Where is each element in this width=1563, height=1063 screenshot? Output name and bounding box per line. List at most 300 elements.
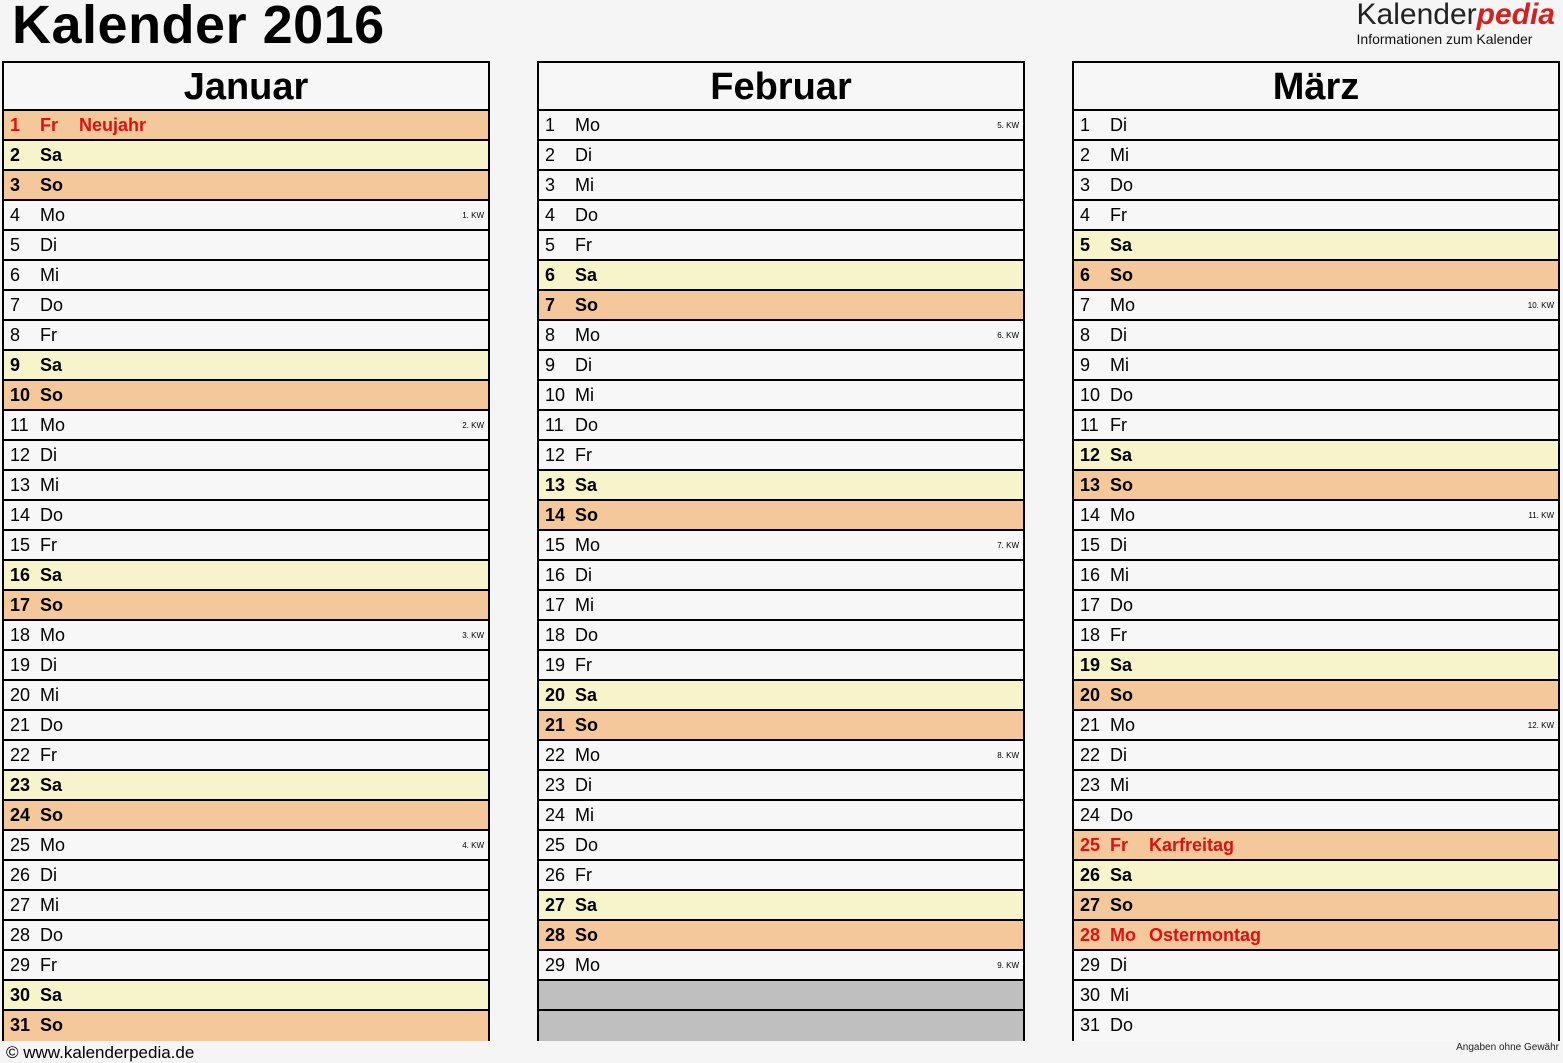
day-row[interactable] [4,291,488,321]
day-number: 19 [1080,655,1101,675]
day-number: 16 [1080,565,1101,585]
day-row[interactable] [539,141,1023,171]
day-row[interactable] [539,291,1023,321]
day-number: 21 [545,715,566,735]
brand-name [1357,0,1555,30]
day-row[interactable] [539,501,1023,531]
day-number: 12 [545,445,566,465]
day-row[interactable] [1074,441,1558,471]
day-row[interactable] [4,501,488,531]
day-number: 30 [1080,985,1101,1005]
weekday-label: Mi [1110,775,1129,795]
day-number: 17 [545,595,566,615]
day-row[interactable] [4,711,488,741]
month-title: Februar [539,63,1023,111]
day-row[interactable] [1074,651,1558,681]
day-number: 31 [10,1015,31,1035]
weekday-label: Di [575,355,592,375]
weekday-label: Sa [40,985,63,1005]
day-row[interactable] [4,531,488,561]
day-row[interactable] [1074,951,1558,981]
day-number: 19 [10,655,31,675]
day-row[interactable] [539,951,1023,981]
weekday-label: Di [1110,535,1127,555]
weekday-label: So [40,385,64,405]
weekday-label: Fr [575,235,592,255]
day-number: 12 [10,445,31,465]
day-row[interactable] [1074,981,1558,1011]
weekday-label: So [1110,685,1134,705]
weekday-label: Fr [1110,835,1128,855]
month-march [1072,61,1560,1041]
day-number: 23 [10,775,31,795]
weekday-label: Mo [40,625,66,645]
day-number: 18 [10,625,31,645]
day-row[interactable] [539,621,1023,651]
day-number: 25 [10,835,31,855]
day-number: 30 [10,985,31,1005]
day-row[interactable] [1074,171,1558,201]
week-number: 3. KW [462,631,484,640]
day-row[interactable] [539,831,1023,861]
day-row[interactable] [1074,681,1558,711]
day-row[interactable] [1074,771,1558,801]
weekday-label: Fr [575,445,592,465]
weekday-label: Sa [1110,865,1133,885]
day-row[interactable] [1074,291,1558,321]
day-row[interactable] [1074,921,1558,951]
weekday-label: Di [1110,745,1127,765]
weekday-label: Mo [1110,715,1136,735]
weekday-label: Di [40,655,57,675]
day-number: 28 [1080,925,1101,945]
day-row-empty [539,981,1023,1011]
day-number: 29 [1080,955,1101,975]
weekday-label: Mi [575,385,594,405]
day-number: 6 [545,265,556,285]
day-number: 24 [10,805,31,825]
day-number: 11 [1080,415,1099,435]
day-number: 16 [545,565,566,585]
weekday-label: Do [1110,805,1134,825]
weekday-label: Do [40,715,64,735]
weekday-label: Do [575,415,599,435]
day-row[interactable] [4,651,488,681]
weekday-label: Fr [40,745,57,765]
holiday-label: Ostermontag [1149,925,1262,945]
day-number: 22 [545,745,566,765]
day-row[interactable] [1074,201,1558,231]
holiday-label: Karfreitag [1149,835,1235,855]
weekday-label: Do [1110,1015,1134,1035]
day-row[interactable] [4,201,488,231]
weekday-label: Fr [1110,415,1127,435]
weekday-label: Fr [40,325,57,345]
day-number: 5 [545,235,556,255]
weekday-label: So [40,175,64,195]
day-row[interactable] [1074,621,1558,651]
day-row[interactable] [539,801,1023,831]
day-number: 10 [10,385,31,405]
month-january [2,61,490,1041]
day-number: 4 [1080,205,1091,225]
day-number: 13 [1080,475,1101,495]
week-number: 11. KW [1528,511,1554,520]
weekday-label: Mo [575,745,601,765]
weekday-label: So [1110,475,1134,495]
week-number: 7. KW [997,541,1019,550]
brand-tagline: Informationen zum Kalender [1356,31,1533,47]
week-number: 4. KW [462,841,484,850]
day-number: 1 [1080,115,1091,135]
day-number: 3 [545,175,556,195]
day-row[interactable] [4,891,488,921]
day-row[interactable] [4,471,488,501]
day-number: 1 [545,115,556,135]
day-row[interactable] [1074,891,1558,921]
day-number: 13 [545,475,566,495]
day-row[interactable] [4,441,488,471]
week-number: 2. KW [462,421,484,430]
weekday-label: Sa [40,565,63,585]
day-row[interactable] [539,711,1023,741]
day-row[interactable] [1074,411,1558,441]
weekday-label: Do [40,505,64,525]
day-number: 17 [10,595,31,615]
day-row[interactable] [539,441,1023,471]
day-row[interactable] [1074,561,1558,591]
weekday-label: Mo [1110,295,1136,315]
weekday-label: Mo [575,115,601,135]
day-number: 27 [1080,895,1101,915]
day-row[interactable] [4,741,488,771]
day-number: 20 [10,685,31,705]
day-number: 12 [1080,445,1101,465]
day-row-empty [539,1011,1023,1041]
day-number: 14 [10,505,31,525]
day-number: 6 [10,265,21,285]
brand-name-accent: pedia [1476,0,1555,31]
weekday-label: So [575,925,599,945]
day-row[interactable] [1074,231,1558,261]
day-row[interactable] [539,771,1023,801]
day-row[interactable] [539,381,1023,411]
day-row[interactable] [1074,741,1558,771]
day-number: 11 [10,415,29,435]
day-number: 4 [545,205,556,225]
week-number: 9. KW [997,961,1019,970]
day-list [1074,111,1558,1041]
weekday-label: Do [40,925,64,945]
day-number: 28 [545,925,566,945]
day-number: 15 [10,535,31,555]
weekday-label: Mo [575,325,601,345]
day-row[interactable] [539,651,1023,681]
day-row[interactable] [1074,591,1558,621]
day-row[interactable] [539,351,1023,381]
day-row[interactable] [4,111,488,141]
day-row[interactable] [539,471,1023,501]
footer-disclaimer: Angaben ohne Gewähr [1456,1042,1559,1053]
brand-logo[interactable] [1357,0,1555,47]
weekday-label: Sa [575,895,598,915]
day-number: 1 [10,115,21,135]
weekday-label: So [575,505,599,525]
week-number: 5. KW [997,121,1019,130]
day-number: 29 [10,955,31,975]
weekday-label: Mi [575,175,594,195]
day-list [539,111,1023,1041]
day-row[interactable] [4,261,488,291]
weekday-label: Mi [40,685,59,705]
day-number: 3 [10,175,21,195]
day-row[interactable] [539,231,1023,261]
day-row[interactable] [1074,831,1558,861]
day-number: 9 [1080,355,1091,375]
weekday-label: Do [1110,385,1134,405]
day-row[interactable] [539,741,1023,771]
day-list [4,111,488,1041]
day-number: 14 [1080,505,1101,525]
weekday-label: So [40,1015,64,1035]
weekday-label: Do [1110,595,1134,615]
weekday-label: So [575,715,599,735]
day-row[interactable] [539,111,1023,141]
weekday-label: Di [40,865,57,885]
weekday-label: Fr [40,115,58,135]
day-row[interactable] [4,1011,488,1041]
day-row[interactable] [539,561,1023,591]
month-title: Januar [4,63,488,111]
weekday-label: Di [1110,115,1127,135]
day-row[interactable] [539,261,1023,291]
day-row[interactable] [4,591,488,621]
day-number: 21 [1080,715,1101,735]
weekday-label: Mo [1110,925,1136,945]
day-number: 2 [1080,145,1091,165]
weekday-label: Sa [40,145,63,165]
day-number: 29 [545,955,566,975]
day-row[interactable] [1074,351,1558,381]
day-row[interactable] [4,981,488,1011]
day-row[interactable] [4,921,488,951]
weekday-label: Do [575,625,599,645]
day-number: 2 [545,145,556,165]
day-row[interactable] [1074,381,1558,411]
day-row[interactable] [4,861,488,891]
weekday-label: Mi [1110,355,1129,375]
day-row[interactable] [1074,141,1558,171]
day-number: 20 [1080,685,1101,705]
day-number: 26 [545,865,566,885]
weekday-label: So [575,295,599,315]
day-number: 9 [545,355,556,375]
day-number: 23 [1080,775,1101,795]
day-row[interactable] [1074,711,1558,741]
day-row[interactable] [4,951,488,981]
day-number: 27 [10,895,31,915]
day-number: 27 [545,895,566,915]
weekday-label: So [1110,265,1134,285]
day-row[interactable] [539,321,1023,351]
day-number: 17 [1080,595,1101,615]
weekday-label: Fr [40,955,57,975]
weekday-label: So [40,595,64,615]
holiday-label: Neujahr [79,115,147,135]
day-number: 28 [10,925,31,945]
week-number: 1. KW [462,211,484,220]
day-row[interactable] [539,201,1023,231]
week-number: 8. KW [997,751,1019,760]
day-row[interactable] [539,591,1023,621]
day-row[interactable] [539,171,1023,201]
day-number: 4 [10,205,21,225]
weekday-label: Fr [1110,625,1127,645]
weekday-label: Di [40,445,57,465]
day-row[interactable] [1074,261,1558,291]
day-row[interactable] [4,411,488,441]
day-row[interactable] [539,531,1023,561]
weekday-label: Mo [1110,505,1136,525]
day-row[interactable] [1074,471,1558,501]
day-row[interactable] [4,231,488,261]
day-row[interactable] [4,681,488,711]
day-number: 26 [10,865,31,885]
weekday-label: Mo [40,415,66,435]
day-number: 18 [1080,625,1101,645]
weekday-label: Fr [40,535,57,555]
weekday-label: Do [1110,175,1134,195]
day-number: 6 [1080,265,1091,285]
day-number: 20 [545,685,566,705]
day-row[interactable] [4,171,488,201]
day-number: 16 [10,565,31,585]
day-number: 22 [10,745,31,765]
day-number: 7 [10,295,21,315]
week-number: 6. KW [997,331,1019,340]
weekday-label: Mi [40,475,59,495]
day-number: 22 [1080,745,1101,765]
weekday-label: Di [1110,325,1127,345]
day-row[interactable] [1074,321,1558,351]
weekday-label: Sa [575,475,598,495]
weekday-label: Mi [1110,565,1129,585]
day-number: 5 [10,235,21,255]
day-number: 8 [1080,325,1091,345]
weekday-label: Mi [1110,985,1129,1005]
day-row[interactable] [1074,531,1558,561]
day-row[interactable] [4,771,488,801]
brand-name-plain: Kalender [1356,0,1477,31]
week-number: 12. KW [1527,721,1554,730]
weekday-label: Di [1110,955,1127,975]
footer-copyright-link[interactable]: © www.kalenderpedia.de [6,1043,195,1062]
day-row[interactable] [1074,501,1558,531]
day-number: 15 [545,535,566,555]
month-title: März [1074,63,1558,111]
weekday-label: So [1110,895,1134,915]
weekday-label: So [40,805,64,825]
weekday-label: Do [40,295,64,315]
weekday-label: Mi [1110,145,1129,165]
weekday-label: Di [575,775,592,795]
day-row[interactable] [4,561,488,591]
day-number: 3 [1080,175,1091,195]
day-number: 11 [545,415,564,435]
week-number: 10. KW [1527,301,1554,310]
weekday-label: Fr [575,655,592,675]
day-row[interactable] [1074,111,1558,141]
weekday-label: Mo [575,535,601,555]
day-number: 18 [545,625,566,645]
weekday-label: Sa [40,775,63,795]
day-row[interactable] [539,681,1023,711]
day-number: 15 [1080,535,1101,555]
weekday-label: Sa [575,685,598,705]
day-row[interactable] [539,891,1023,921]
weekday-label: Sa [1110,445,1133,465]
day-row[interactable] [539,921,1023,951]
day-number: 10 [1080,385,1101,405]
weekday-label: Do [575,205,599,225]
weekday-label: Mi [40,265,59,285]
day-row[interactable] [539,861,1023,891]
day-number: 25 [1080,835,1101,855]
day-number: 13 [10,475,31,495]
day-number: 2 [10,145,21,165]
day-number: 31 [1080,1015,1101,1035]
day-number: 23 [545,775,566,795]
weekday-label: Sa [40,355,63,375]
day-row[interactable] [539,411,1023,441]
day-number: 5 [1080,235,1091,255]
day-number: 24 [1080,805,1101,825]
day-row[interactable] [4,141,488,171]
day-row[interactable] [1074,861,1558,891]
day-number: 8 [545,325,556,345]
weekday-label: Fr [575,865,592,885]
weekday-label: Mi [575,805,594,825]
day-number: 10 [545,385,566,405]
day-row[interactable] [1074,801,1558,831]
month-february [537,61,1025,1041]
day-number: 21 [10,715,31,735]
weekday-label: Di [40,235,57,255]
day-number: 25 [545,835,566,855]
day-row[interactable] [4,831,488,861]
day-number: 7 [1080,295,1091,315]
day-number: 24 [545,805,566,825]
day-number: 7 [545,295,556,315]
day-row[interactable] [4,351,488,381]
weekday-label: Fr [1110,205,1127,225]
weekday-label: Sa [575,265,598,285]
day-number: 9 [10,355,21,375]
day-number: 26 [1080,865,1101,885]
weekday-label: Mi [575,595,594,615]
weekday-label: Mo [575,955,601,975]
weekday-label: Mo [40,205,66,225]
day-row[interactable] [1074,1011,1558,1041]
day-row[interactable] [4,321,488,351]
weekday-label: Sa [1110,655,1133,675]
page-title: Kalender 2016 [12,0,385,55]
day-row[interactable] [4,801,488,831]
day-number: 8 [10,325,21,345]
day-row[interactable] [4,381,488,411]
weekday-label: Mo [40,835,66,855]
day-row[interactable] [4,621,488,651]
